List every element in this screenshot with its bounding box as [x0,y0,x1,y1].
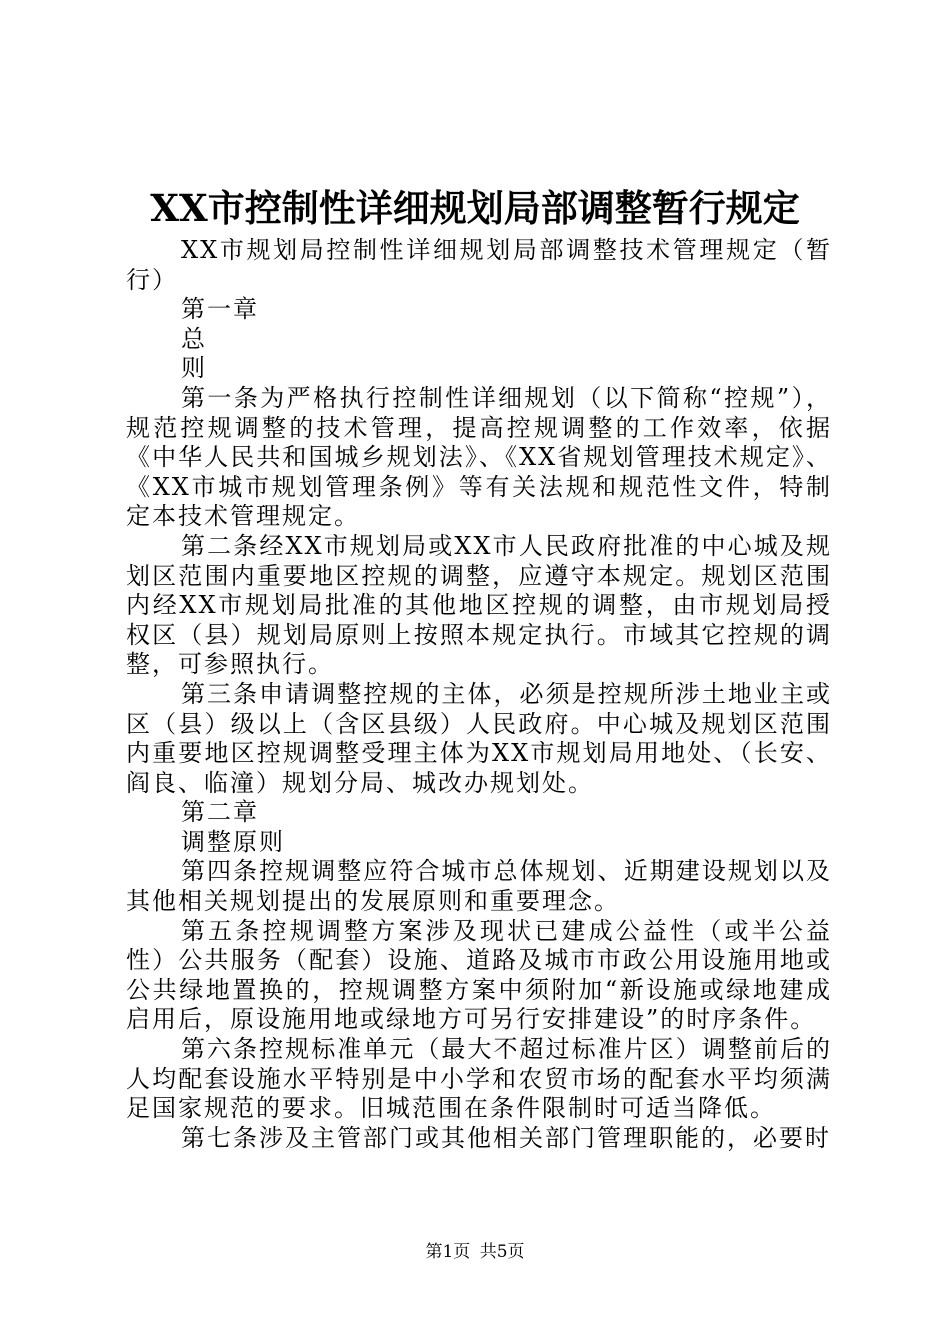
chapter-1-name-line-2: 则 [181,354,207,383]
chapter-1-name-line-1: 总 [181,324,207,353]
article-1-paragraph: 第一条为严格执行控制性详细规划（以下简称“控规”），规范控规调整的技术管理，提高控规调整的工作效率，依据《中华人民共和国城乡规划法》、《XX省规划管理技术规定》、《XX市城市规划管理条例》等有关法规和规范性文件，特制定本技术管理规定。 [126,383,832,531]
article-3-paragraph: 第三条申请调整控规的主体，必须是控规所涉土地业主或区（县）级以上（含区县级）人民政府。中心城及规划区范围内重要地区控规调整受理主体为XX市规划局用地处、（长安、阎良、临潼）规划分局、城改办规划处。 [126,679,832,797]
chapter-2-label: 第二章 [181,798,259,827]
article-6-paragraph: 第六条控规标准单元（最大不超过标准片区）调整前后的人均配套设施水平特别是中小学和农贸市场的配套水平均须满足国家规范的要求。旧城范围在条件限制时可适当降低。 [126,1035,832,1123]
subtitle-paragraph: XX市规划局控制性详细规划局部调整技术管理规定（暂行） [126,236,832,294]
document-title: XX市控制性详细规划局部调整暂行规定 [150,186,800,230]
chapter-1-label: 第一章 [181,295,259,324]
page-total: 共5页 [479,1242,525,1262]
article-5-paragraph: 第五条控规调整方案涉及现状已建成公益性（或半公益性）公共服务（配套）设施、道路及城市市政公用设施用地或公共绿地置换的，控规调整方案中须附加“新设施或绿地建成启用后，原设施用地或绿地方可另行安排建设”的时序条件。 [126,916,832,1034]
article-2-paragraph: 第二条经XX市规划局或XX市人民政府批准的中心城及规划区范围内重要地区控规的调整，应遵守本规定。规划区范围内经XX市规划局批准的其他地区控规的调整，由市规划局授权区（县）规划局原则上按照本规定执行。市域其它控规的调整，可参照执行。 [126,531,832,679]
chapter-2-name: 调整原则 [181,827,285,856]
article-4-paragraph: 第四条控规调整应符合城市总体规划、近期建设规划以及其他相关规划提出的发展原则和重要理念。 [126,857,832,916]
article-7-paragraph: 第七条涉及主管部门或其他相关部门管理职能的，必要时 [181,1123,831,1152]
page-number: 第1页 [425,1242,471,1262]
page-footer [0,1240,950,1264]
document-body [126,236,832,1153]
